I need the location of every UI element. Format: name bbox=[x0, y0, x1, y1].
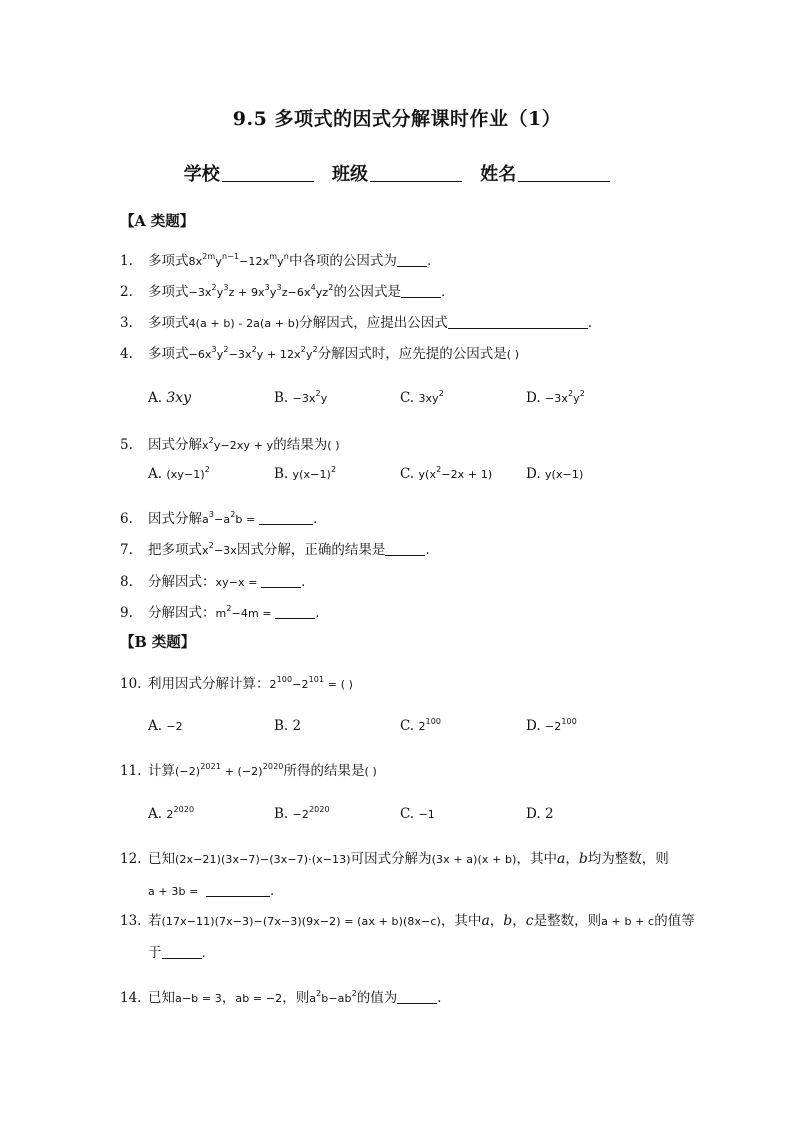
math-expression: $-6x^3y^2-3x^2y + 12x^2y^2$ bbox=[188, 345, 318, 361]
math-expression: $-3x^2y^3z + 9x^3y^3z-6x^4yz^2$ bbox=[188, 283, 334, 299]
math-expression: $a^2b-ab^2$ bbox=[309, 989, 357, 1005]
math-expression: $m^2$ bbox=[215, 604, 232, 620]
student-info-row bbox=[0, 160, 794, 186]
math-expression: $(-2)^{2021} + (-2)^{2020}$ bbox=[175, 762, 284, 778]
option-a[interactable]: A. $2^{2020}$ bbox=[148, 805, 195, 822]
math-expression: 4(a + b) - 2a(a + b) bbox=[188, 317, 300, 330]
math-expression: (17x−11)(7x−3)−(7x−3)(9x−2) = (ax + b)(8x−c) bbox=[161, 915, 441, 928]
question-5: 5. 因式分解$x^2y-2xy + y$的结果为( ) bbox=[120, 436, 340, 453]
option-b[interactable]: B. $-3x^2y$ bbox=[274, 389, 328, 406]
question-2: 2. 多项式$-3x^2y^3z + 9x^3y^3z-6x^4yz^2$的公因式是 . bbox=[120, 283, 446, 300]
page-title: 9.5 多项式的因式分解课时作业（1） bbox=[232, 108, 562, 130]
section-b-heading: 【B 类题】 bbox=[120, 634, 196, 651]
option-d[interactable]: D. y(x−1) bbox=[526, 466, 584, 482]
option-a[interactable]: A. −2 bbox=[148, 718, 183, 734]
answer-blank[interactable] bbox=[206, 883, 270, 897]
question-12-line-2: a + 3b = . bbox=[148, 883, 275, 899]
answer-blank[interactable] bbox=[397, 990, 437, 1004]
option-b[interactable]: B. $-2^{2020}$ bbox=[274, 805, 330, 822]
answer-blank[interactable] bbox=[401, 284, 441, 298]
option-c[interactable]: C. $y(x^2-2x + 1)$ bbox=[400, 465, 493, 482]
question-13-line-2: 于 . bbox=[148, 945, 206, 961]
answer-blank[interactable] bbox=[259, 511, 313, 525]
school-field[interactable]: 学校 bbox=[184, 160, 314, 186]
name-field[interactable]: 姓名 bbox=[480, 160, 610, 186]
option-c[interactable]: C. $3xy^2$ bbox=[400, 389, 444, 406]
question-12: 12. 已知(2x−21)(3x−7)−(3x−7)·(x−13)可因式分解为(3x + a)(x + b)，其中a，b均为整数，则 bbox=[120, 851, 669, 867]
option-c[interactable]: C. $2^{100}$ bbox=[400, 717, 442, 734]
class-field[interactable]: 班级 bbox=[332, 160, 462, 186]
question-14: 14. 已知a−b = 3，ab = −2，则$a^2b-ab^2$的值为 . bbox=[120, 989, 442, 1006]
question-3: 3. 多项式4(a + b) - 2a(a + b)分解因式，应提出公因式 . bbox=[120, 315, 593, 331]
question-13: 13. 若(17x−11)(7x−3)−(7x−3)(9x−2) = (ax + b)(8x−c)，其中a，b，c是整数，则a + b + c的值等 bbox=[120, 913, 695, 929]
section-a-heading: 【A 类题】 bbox=[120, 213, 195, 230]
math-expression: xy−x = bbox=[215, 576, 262, 589]
math-expression: $x^2y-2xy + y$ bbox=[202, 436, 274, 452]
answer-blank[interactable] bbox=[261, 574, 301, 588]
question-8: 8. 分解因式：xy−x = . bbox=[120, 574, 306, 590]
option-c[interactable]: C. −1 bbox=[400, 806, 435, 822]
question-10: 10. 利用因式分解计算：$2^{100}-2^{101}$ = ( ) bbox=[120, 675, 354, 692]
math-expression: $x^2-3x$ bbox=[202, 541, 237, 557]
option-a[interactable]: A. 3xy bbox=[148, 390, 192, 406]
answer-blank[interactable] bbox=[448, 315, 588, 329]
option-b[interactable]: B. 2 bbox=[274, 718, 302, 734]
math-expression: $2^{100}-2^{101}$ bbox=[269, 675, 325, 691]
question-4: 4. 多项式$-6x^3y^2-3x^2y + 12x^2y^2$分解因式时，应先提的公因式是( ) bbox=[120, 345, 520, 362]
option-d[interactable]: D. 2 bbox=[526, 806, 554, 822]
question-1: 1. 多项式$8x^{2m}y^{n-1}-12x^my^n$中各项的公因式为 . bbox=[120, 252, 432, 269]
option-d[interactable]: D. $-2^{100}$ bbox=[526, 717, 577, 734]
question-11: 11. 计算$(-2)^{2021} + (-2)^{2020}$所得的结果是( ) bbox=[120, 762, 377, 779]
option-b[interactable]: B. $y(x-1)^2$ bbox=[274, 465, 337, 482]
answer-blank[interactable] bbox=[162, 945, 202, 959]
math-expression: $a^3-a^2b$ bbox=[202, 510, 243, 526]
option-a[interactable]: A. $(xy-1)^2$ bbox=[148, 465, 210, 482]
question-6: 6. 因式分解$a^3-a^2b$ = . bbox=[120, 510, 318, 527]
question-9: 9. 分解因式：$m^2-4m$ = . bbox=[120, 604, 320, 621]
option-d[interactable]: D. $-3x^2y^2$ bbox=[526, 389, 585, 406]
question-7: 7. 把多项式$x^2-3x$因式分解，正确的结果是 . bbox=[120, 541, 430, 558]
answer-blank[interactable] bbox=[397, 253, 427, 267]
answer-blank[interactable] bbox=[385, 542, 425, 556]
answer-blank[interactable] bbox=[275, 605, 315, 619]
math-expression: $8x^{2m}y^{n-1}-12x^my^n$ bbox=[188, 252, 289, 268]
math-expression: (2x−21)(3x−7)−(3x−7)·(x−13) bbox=[175, 853, 351, 866]
